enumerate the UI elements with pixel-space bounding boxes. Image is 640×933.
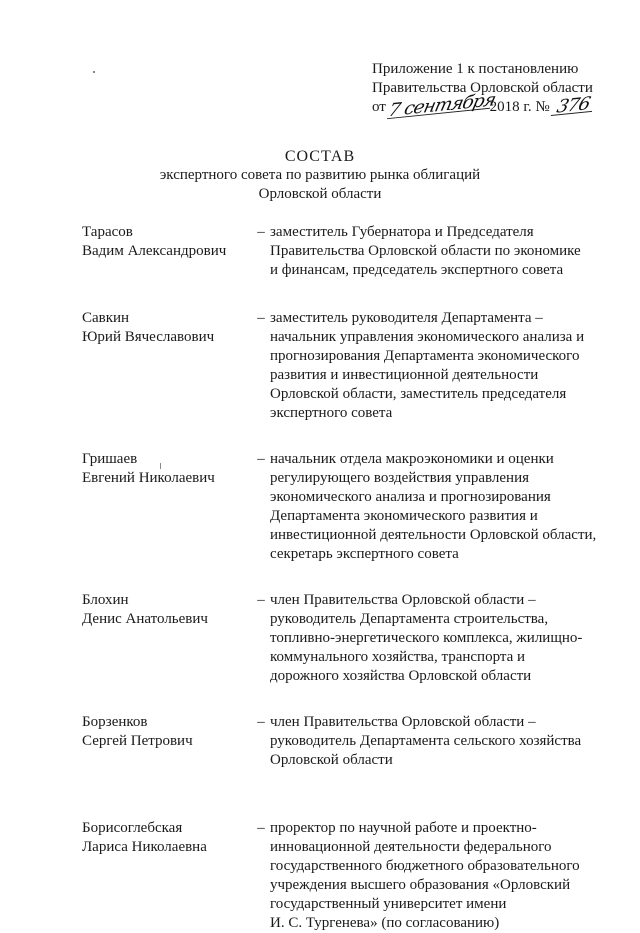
member-role-line: руководитель Департамента строительства, [270,611,549,627]
member-role [270,450,610,564]
member-role [270,819,610,933]
member-role-line: топливно-энергетического комплекса, жилищно- [270,630,583,646]
document-title: СОСТАВ [284,148,356,165]
appendix-line-3 [372,89,622,122]
member-role [270,713,610,770]
member-surname: Гришаев [82,451,138,467]
member-name [82,309,252,423]
member-given-names: Евгений Николаевич [82,470,215,486]
member-role-line: регулирующего воздействия управления [270,470,529,486]
member-role-line: начальник отдела макроэкономики и оценки [270,451,554,467]
member-role-line: начальник управления экономического анализа и [270,329,585,345]
scan-speck [93,71,95,73]
member-role-line: коммунального хозяйства, транспорта и [270,649,526,665]
member-role-line: развития и инвестиционной деятельности [270,367,539,383]
member-surname: Тарасов [82,224,133,240]
member-dash: – [257,820,265,836]
member-role-line: дорожного хозяйства Орловской области [270,668,532,684]
member-given-names: Денис Анатольевич [82,611,208,627]
member-role [270,223,610,280]
member-entry [82,223,622,280]
scan-speck [160,463,161,469]
member-given-names: Юрий Вячеславович [82,329,215,345]
member-surname: Савкин [82,310,130,326]
member-role-line: заместитель Губернатора и Председателя [270,224,534,240]
member-entry [82,591,622,686]
member-surname: Борзенков [82,714,148,730]
appendix-line-1: Приложение 1 к постановлению [372,61,579,77]
member-role-line: экономического анализа и прогнозирования [270,489,551,505]
member-role-line: и финансам, председатель экспертного совета [270,262,564,278]
subtitle-line-1: экспертного совета по развитию рынка облигаций [159,167,481,183]
member-name [82,450,252,564]
member-surname: Блохин [82,592,129,608]
member-name [82,591,252,686]
member-role-line: инновационной деятельности федерального [270,839,552,855]
member-role-line: государственный университет имени [270,896,507,912]
member-role-line: Департамента экономического развития и [270,508,538,524]
member-name [82,819,252,933]
member-role-line: учреждения высшего образования «Орловский [270,877,571,893]
member-given-names: Вадим Александрович [82,243,227,259]
member-role-line: экспертного совета [270,405,393,421]
member-role [270,309,610,423]
year-text: 2018 г. [489,99,532,115]
member-name [82,713,252,770]
member-name [82,223,252,280]
handwritten-date: 7 сентября [386,89,497,122]
member-role-line: член Правительства Орловской области – [270,714,536,730]
member-dash: – [257,714,265,730]
member-role-line: Орловской области [270,752,393,768]
member-dash: – [257,310,265,326]
document-subtitle [0,166,640,204]
member-surname: Борисоглебская [82,820,183,836]
member-role [270,591,610,686]
member-dash: – [257,224,265,240]
member-role-line: заместитель руководителя Департамента – [270,310,543,326]
member-entry [82,819,622,933]
members-list [82,223,622,933]
member-role-line: руководитель Департамента сельского хозяйства [270,733,582,749]
member-entry [82,309,622,423]
member-role-line: проректор по научной работе и проектно- [270,820,537,836]
member-role-line: И. С. Тургенева» (по согласованию) [270,915,500,931]
member-entry [82,450,622,564]
handwritten-number: 376 [551,97,595,116]
member-role-line: Орловской области, заместитель председателя [270,386,567,402]
member-role-line: инвестиционной деятельности Орловской области, [270,527,597,543]
member-dash: – [257,592,265,608]
member-dash: – [257,451,265,467]
member-role-line: государственного бюджетного образовательного [270,858,580,874]
appendix-line-2: Правительства Орловской области [372,80,593,96]
member-role-line: прогнозирования Департамента экономического [270,348,580,364]
member-entry [82,713,622,770]
member-role-line: член Правительства Орловской области – [270,592,536,608]
subtitle-line-2: Орловской области [258,186,382,202]
member-given-names: Лариса Николаевна [82,839,207,855]
date-prefix: от [372,99,386,115]
number-prefix: № [535,99,550,115]
member-given-names: Сергей Петрович [82,733,193,749]
member-role-line: секретарь экспертного совета [270,546,459,562]
member-role-line: Правительства Орловской области по экономике [270,243,581,259]
appendix-header [372,60,622,122]
